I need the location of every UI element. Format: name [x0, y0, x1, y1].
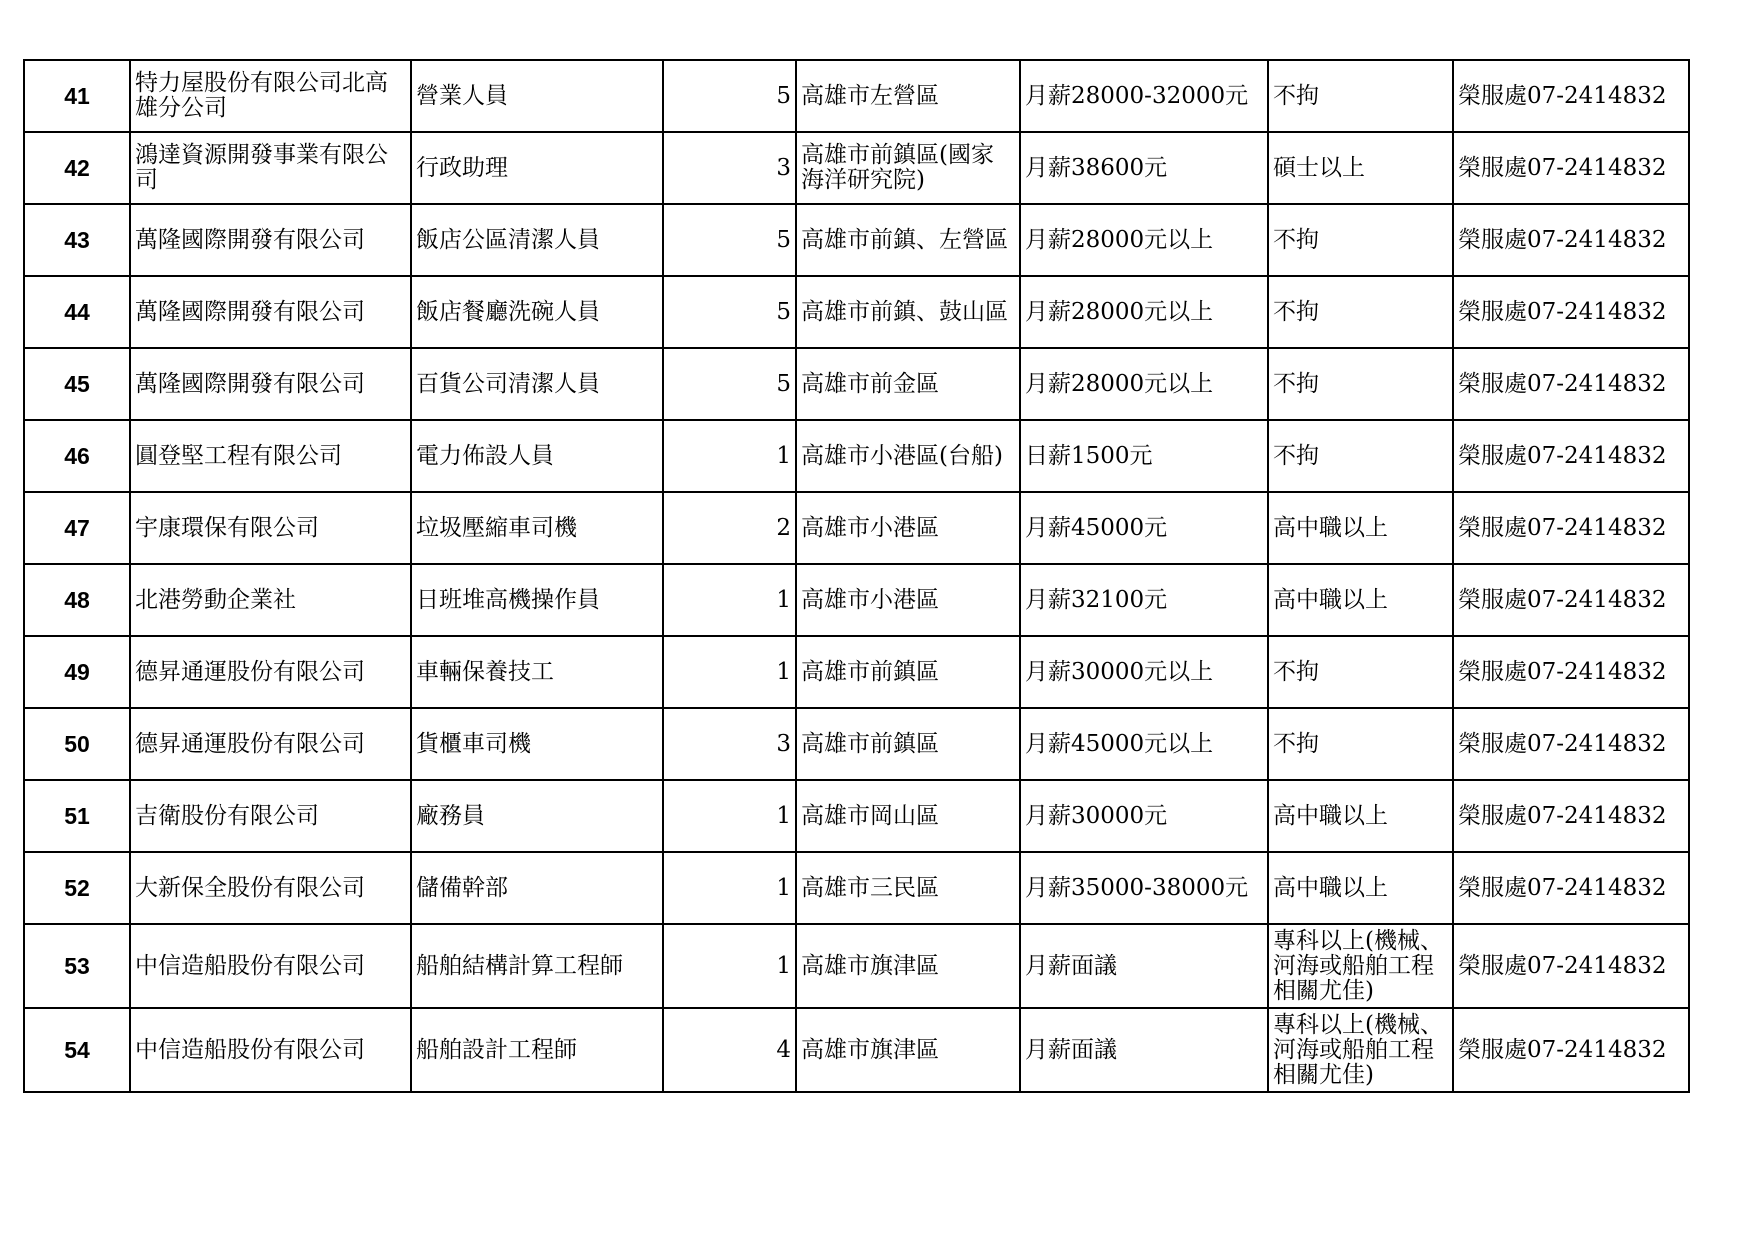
table-row: [24, 132, 1689, 204]
openings-count: 3: [663, 132, 796, 204]
salary: 月薪30000元以上: [1020, 636, 1268, 708]
education-requirement: 不拘: [1268, 60, 1453, 132]
row-number: 52: [24, 852, 130, 924]
salary: 月薪28000-32000元: [1020, 60, 1268, 132]
table-row: [24, 60, 1689, 132]
salary: 月薪35000-38000元: [1020, 852, 1268, 924]
work-location: 高雄市小港區(台船): [796, 420, 1020, 492]
table-row: [24, 708, 1689, 780]
education-requirement: 高中職以上: [1268, 564, 1453, 636]
education-requirement: 不拘: [1268, 276, 1453, 348]
salary: 月薪45000元以上: [1020, 708, 1268, 780]
openings-count: 1: [663, 924, 796, 1008]
education-requirement: 專科以上(機械、河海或船舶工程相關尤佳): [1268, 924, 1453, 1008]
company-name: 圓登堅工程有限公司: [130, 420, 411, 492]
work-location: 高雄市小港區: [796, 492, 1020, 564]
row-number: 48: [24, 564, 130, 636]
company-name: 中信造船股份有限公司: [130, 924, 411, 1008]
company-name: 萬隆國際開發有限公司: [130, 276, 411, 348]
contact-info: 榮服處07-2414832: [1453, 60, 1689, 132]
education-requirement: 不拘: [1268, 420, 1453, 492]
education-requirement: 不拘: [1268, 348, 1453, 420]
work-location: 高雄市三民區: [796, 852, 1020, 924]
job-title: 行政助理: [411, 132, 663, 204]
table-row: [24, 780, 1689, 852]
company-name: 中信造船股份有限公司: [130, 1008, 411, 1092]
salary: 月薪30000元: [1020, 780, 1268, 852]
openings-count: 1: [663, 420, 796, 492]
openings-count: 5: [663, 276, 796, 348]
salary: 月薪28000元以上: [1020, 348, 1268, 420]
work-location: 高雄市旗津區: [796, 924, 1020, 1008]
row-number: 41: [24, 60, 130, 132]
contact-info: 榮服處07-2414832: [1453, 852, 1689, 924]
row-number: 43: [24, 204, 130, 276]
job-title: 廠務員: [411, 780, 663, 852]
work-location: 高雄市前金區: [796, 348, 1020, 420]
education-requirement: 高中職以上: [1268, 852, 1453, 924]
company-name: 宇康環保有限公司: [130, 492, 411, 564]
contact-info: 榮服處07-2414832: [1453, 924, 1689, 1008]
company-name: 吉衛股份有限公司: [130, 780, 411, 852]
company-name: 德昇通運股份有限公司: [130, 708, 411, 780]
table-row: [24, 204, 1689, 276]
education-requirement: 不拘: [1268, 204, 1453, 276]
row-number: 50: [24, 708, 130, 780]
job-title: 車輛保養技工: [411, 636, 663, 708]
salary: 月薪38600元: [1020, 132, 1268, 204]
company-name: 特力屋股份有限公司北高雄分公司: [130, 60, 411, 132]
openings-count: 5: [663, 204, 796, 276]
salary: 日薪1500元: [1020, 420, 1268, 492]
education-requirement: 專科以上(機械、河海或船舶工程相關尤佳): [1268, 1008, 1453, 1092]
salary: 月薪面議: [1020, 1008, 1268, 1092]
contact-info: 榮服處07-2414832: [1453, 1008, 1689, 1092]
salary: 月薪面議: [1020, 924, 1268, 1008]
contact-info: 榮服處07-2414832: [1453, 636, 1689, 708]
job-title: 垃圾壓縮車司機: [411, 492, 663, 564]
row-number: 42: [24, 132, 130, 204]
company-name: 鴻達資源開發事業有限公司: [130, 132, 411, 204]
job-title: 飯店公區清潔人員: [411, 204, 663, 276]
salary: 月薪28000元以上: [1020, 204, 1268, 276]
work-location: 高雄市岡山區: [796, 780, 1020, 852]
openings-count: 1: [663, 564, 796, 636]
contact-info: 榮服處07-2414832: [1453, 420, 1689, 492]
row-number: 51: [24, 780, 130, 852]
work-location: 高雄市前鎮、鼓山區: [796, 276, 1020, 348]
education-requirement: 高中職以上: [1268, 492, 1453, 564]
table-row: [24, 276, 1689, 348]
job-title: 飯店餐廳洗碗人員: [411, 276, 663, 348]
row-number: 45: [24, 348, 130, 420]
contact-info: 榮服處07-2414832: [1453, 276, 1689, 348]
education-requirement: 碩士以上: [1268, 132, 1453, 204]
openings-count: 2: [663, 492, 796, 564]
job-title: 船舶設計工程師: [411, 1008, 663, 1092]
education-requirement: 高中職以上: [1268, 780, 1453, 852]
job-listing-table: [23, 59, 1690, 1093]
job-title: 船舶結構計算工程師: [411, 924, 663, 1008]
contact-info: 榮服處07-2414832: [1453, 348, 1689, 420]
work-location: 高雄市旗津區: [796, 1008, 1020, 1092]
row-number: 49: [24, 636, 130, 708]
company-name: 德昇通運股份有限公司: [130, 636, 411, 708]
table-row: [24, 348, 1689, 420]
job-title: 百貨公司清潔人員: [411, 348, 663, 420]
company-name: 萬隆國際開發有限公司: [130, 348, 411, 420]
job-listing-sheet: [23, 59, 1690, 1093]
openings-count: 1: [663, 852, 796, 924]
row-number: 44: [24, 276, 130, 348]
row-number: 47: [24, 492, 130, 564]
job-title: 電力佈設人員: [411, 420, 663, 492]
work-location: 高雄市前鎮區: [796, 708, 1020, 780]
salary: 月薪28000元以上: [1020, 276, 1268, 348]
job-rows: [24, 60, 1689, 1092]
company-name: 大新保全股份有限公司: [130, 852, 411, 924]
job-title: 貨櫃車司機: [411, 708, 663, 780]
work-location: 高雄市小港區: [796, 564, 1020, 636]
work-location: 高雄市前鎮區(國家海洋研究院): [796, 132, 1020, 204]
openings-count: 1: [663, 780, 796, 852]
openings-count: 1: [663, 636, 796, 708]
work-location: 高雄市前鎮、左營區: [796, 204, 1020, 276]
job-title: 日班堆高機操作員: [411, 564, 663, 636]
work-location: 高雄市前鎮區: [796, 636, 1020, 708]
work-location: 高雄市左營區: [796, 60, 1020, 132]
salary: 月薪32100元: [1020, 564, 1268, 636]
table-row: [24, 492, 1689, 564]
openings-count: 4: [663, 1008, 796, 1092]
education-requirement: 不拘: [1268, 636, 1453, 708]
row-number: 54: [24, 1008, 130, 1092]
job-title: 儲備幹部: [411, 852, 663, 924]
table-row: [24, 420, 1689, 492]
contact-info: 榮服處07-2414832: [1453, 132, 1689, 204]
openings-count: 3: [663, 708, 796, 780]
table-row: [24, 564, 1689, 636]
table-row: [24, 636, 1689, 708]
company-name: 北港勞動企業社: [130, 564, 411, 636]
contact-info: 榮服處07-2414832: [1453, 564, 1689, 636]
row-number: 46: [24, 420, 130, 492]
salary: 月薪45000元: [1020, 492, 1268, 564]
openings-count: 5: [663, 348, 796, 420]
contact-info: 榮服處07-2414832: [1453, 204, 1689, 276]
table-row: [24, 924, 1689, 1008]
company-name: 萬隆國際開發有限公司: [130, 204, 411, 276]
table-row: [24, 852, 1689, 924]
row-number: 53: [24, 924, 130, 1008]
openings-count: 5: [663, 60, 796, 132]
job-title: 營業人員: [411, 60, 663, 132]
education-requirement: 不拘: [1268, 708, 1453, 780]
contact-info: 榮服處07-2414832: [1453, 492, 1689, 564]
contact-info: 榮服處07-2414832: [1453, 708, 1689, 780]
contact-info: 榮服處07-2414832: [1453, 780, 1689, 852]
table-row: [24, 1008, 1689, 1092]
